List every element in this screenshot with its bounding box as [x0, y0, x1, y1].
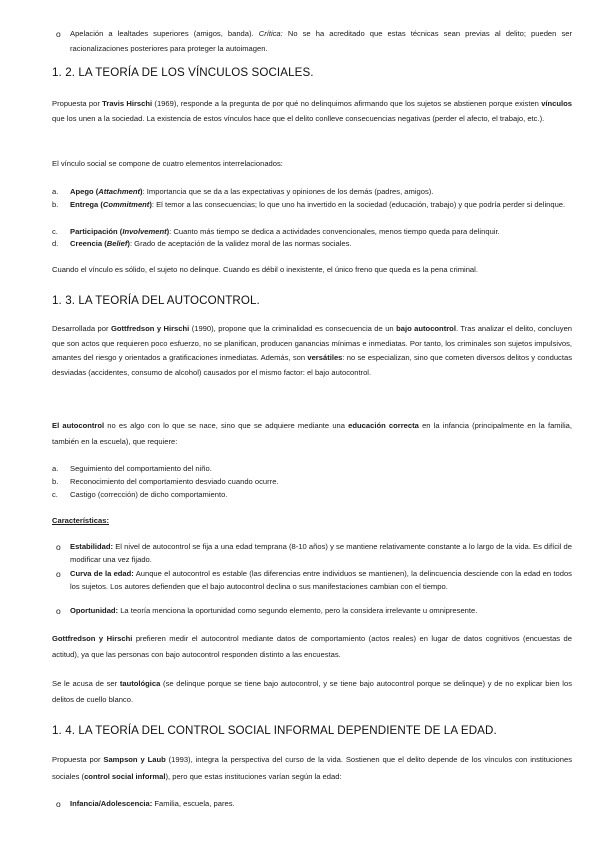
section-heading-1-4: 1. 4. LA TEORÍA DEL CONTROL SOCIAL INFORMAL DEPENDIENTE DE LA EDAD. [52, 724, 497, 737]
paragraph: Desarrollada por Gottfredson y Hirschi (1990), propone que la criminalidad es consecuencia de un bajo autocontrol. Tras analizar el delito, concluyen que son actos que requieren poco esfuerzo, no se planifican, producen ganancias mínimas e inmediatas. Por tanto, los criminales son sujetos impulsivos, amantes del riesgo y orientados a gratificaciones inmediatas. Además, son versátiles: no se especializan, sino que cometen diversos delitos y conductas desviadas (accidentes, consumo de alcohol) causados por el mismo factor: el bajo autocontrol. [52, 324, 573, 377]
caracteristicas-label: Características: [52, 516, 109, 525]
paragraph: Propuesta por Travis Hirschi (1969), responde a la pregunta de por qué no delinquimos afirmando que los sujetos se abstienen porque existen vínculos que los unen a la sociedad. La existencia de estos vínculos hace que el delito conlleve consecuencias negativas (perder el afecto, el trabajo, etc.). [52, 99, 573, 124]
document-page: o Apelación a lealtades superiores (amigos, banda). Crítica: No se ha acreditado que estas técnicas sean previas al delito; pueden ser racionalizaciones posteriores para proteger la autoimagen. 1. 2. LA TEORÍA DE LOS VÍNCULOS SOCIALES. Propuesta por Travis Hirschi (1969), responde a la pregunta de por qué no delinquimos afirmando que los sujetos se abstienen porque existen vínculos que los unen a la sociedad. La existencia de estos vínculos hace que el delito conlleve consecuencias negativas (perder el afecto, el trabajo, etc.). El vínculo social se compone de cuatro elementos interrelacionados: a. Apego (Attachment): Importancia que se da a las expectativas y opiniones de los demás (padres, amigos). b. Entrega (Commitment): El temor a las consecuencias; lo que uno ha invertido en la sociedad (educación, trabajo) y que podría perder si delinque. c. Participación (Involvement): Cuanto más tiempo se dedica a actividades convencionales, menos tiempo queda para delinquir. d. Creencia (Belief): Grado de aceptación de la validez moral de las normas sociales. Cuando el vínculo es sólido, el sujeto no delinque. Cuando es débil o inexistente, el único freno que queda es la pena criminal. 1. 3. LA TEORÍA DEL AUTOCONTROL. Desarrollada por Gottfredson y Hirschi (1990), propone que la criminalidad es consecuencia de un bajo autocontrol. Tras analizar el delito, concluyen que son actos que requieren poco esfuerzo, no se planifican, producen ganancias mínimas e inmediatas. Por tanto, los criminales son sujetos impulsivos, amantes del riesgo y orientados a gratificaciones inmediatas. Además, son versátiles: no se especializan, sino que cometen diversos delitos y conductas desviadas (accidentes, consumo de alcohol) causados por el mismo factor: el bajo autocontrol. El autocontrol no es algo con lo que se nace, sino que se adquiere mediante una educación correcta en la infancia (principalmente en la familia, también en la escuela), que requiere: a. Seguimiento del comportamiento del niño. b. Reconocimiento del comportamiento desviado cuando ocurre. c. Castigo (corrección) de dicho comportamiento. Características: o Estabilidad: El nivel de autocontrol se fija a una edad temprana (8-10 años) y se mantiene relativamente constante a lo largo de la vida. Es difícil de modificar una vez fijado. o Curva de la edad: Aunque el autocontrol es estable (las diferencias entre individuos se mantienen), la delincuencia desciende con la edad en todos los sujetos. Los autores defienden que el bajo autocontrol declina o sus manifestaciones cambian con el tiempo. o Oportunidad: La teoría menciona la oportunidad como segundo elemento, pero la considera irrelevante u omnipresente. Gottfredson y Hirschi prefieren medir el autocontrol mediante datos de comportamiento (actos reales) en lugar de datos cognitivos (encuestas de actitud), ya que las personas con bajo autocontrol responden distinto a las encuestas. Se le acusa de ser tautológica (se delinque porque se tiene bajo autocontrol, y se tiene bajo autocontrol porque se delinque) y de no explicar bien los delitos de cuello blanco. 1. 4. LA TEORÍA DEL CONTROL SOCIAL INFORMAL DEPENDIENTE DE LA EDAD. Propuesta por Sampson y Laub (1993), integra la perspectiva del curso de la vida. Sostienen que el delito depende de los vínculos con instituciones sociales (control social informal), pero que estas instituciones varían según la edad: o Infancia/Adolescencia: Familia, escuela, pares. [52, 28, 573, 809]
paragraph: El vínculo social se compone de cuatro elementos interrelacionados: [52, 159, 283, 168]
paragraph: El autocontrol no es algo con lo que se nace, sino que se adquiere mediante una educación correcta en la infancia (principalmente en la familia, también en la escuela), que requiere: [52, 421, 573, 446]
section-heading-1-3: 1. 3. LA TEORÍA DEL AUTOCONTROL. [52, 294, 260, 307]
paragraph: Propuesta por Sampson y Laub (1993), integra la perspectiva del curso de la vida. Sostienen que el delito depende de los vínculos con instituciones sociales (control social informal), pero que estas instituciones varían según la edad: [52, 755, 573, 781]
paragraph: Se le acusa de ser tautológica (se delinque porque se tiene bajo autocontrol, y se tiene bajo autocontrol porque se delinque) y de no explicar bien los delitos de cuello blanco. [52, 679, 573, 704]
bullet-marker: o [56, 28, 61, 39]
list-item-text: Apelación a lealtades superiores (amigos, banda). Crítica: No se ha acreditado que estas técnicas sean previas al delito; pueden ser racionalizaciones posteriores para proteger la autoimagen. [70, 29, 572, 53]
section-heading-1-2: 1. 2. LA TEORÍA DE LOS VÍNCULOS SOCIALES. [52, 66, 314, 79]
paragraph: Cuando el vínculo es sólido, el sujeto no delinque. Cuando es débil o inexistente, el único freno que queda es la pena criminal. [52, 265, 478, 274]
paragraph: Gottfredson y Hirschi prefieren medir el autocontrol mediante datos de comportamiento (actos reales) en lugar de datos cognitivos (encuestas de actitud), ya que las personas con bajo autocontrol responden distinto a las encuestas. [52, 634, 573, 659]
